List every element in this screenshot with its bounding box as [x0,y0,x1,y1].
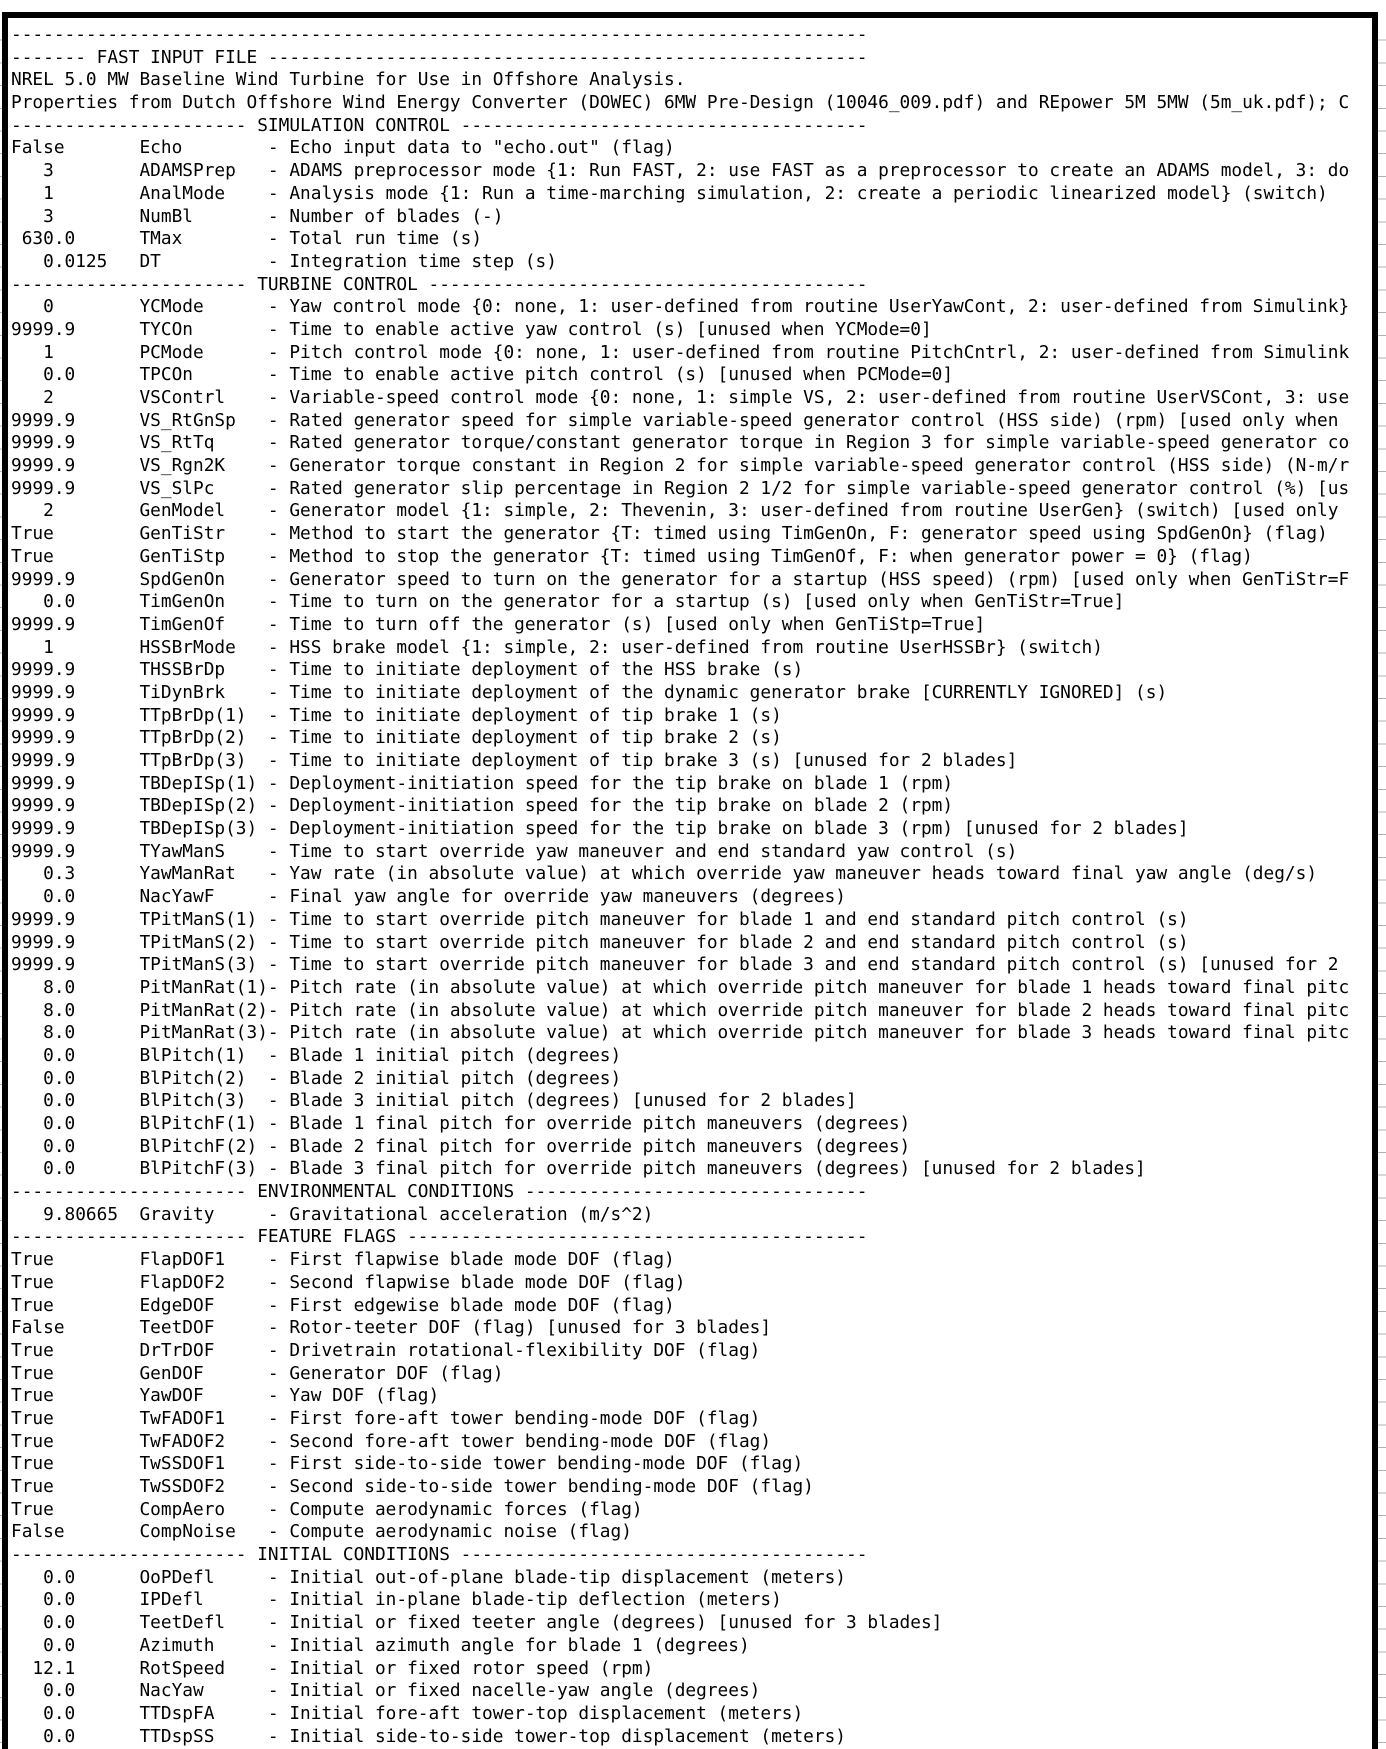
param-vs-slpc: 9999.9 VS_SlPc - Rated generator slip percentage in Region 2 1/2 for simple variable-speed generator control (%) [us [11,477,1350,499]
param-hssbrmode: 1 HSSBrMode - HSS brake model {1: simple, 2: user-defined from routine UserHSSBr} (switch) [11,636,1103,658]
param-compaero: True CompAero - Compute aerodynamic forces (flag) [11,1498,643,1520]
param-spdgenon: 9999.9 SpdGenOn - Generator speed to turn on the generator for a startup (HSS speed) (rpm) [used only when GenTiStr=F [11,568,1350,590]
param-tmax: 630.0 TMax - Total run time (s) [11,228,483,250]
param-twssdof2: True TwSSDOF2 - Second side-to-side tower bending-mode DOF (flag) [11,1476,814,1497]
param-vs-rgn2k: 9999.9 VS_Rgn2K - Generator torque constant in Region 2 for simple variable-speed generator control (HSS side) (N-m/r [11,455,1350,477]
param-nacyawf: 0.0 NacYawF - Final yaw angle for override yaw maneuvers (degrees) [11,886,847,908]
section-header-environmental-conditions: ---------------------- ENVIRONMENTAL CONDITIONS -------------------------------- [11,1181,868,1203]
section-header-initial-conditions: ---------------------- INITIAL CONDITIONS -------------------------------------- [11,1544,868,1566]
param-echo: False Echo - Echo input data to "echo.out" (flag) [11,137,675,159]
param-nacyaw: 0.0 NacYaw - Initial or fixed nacelle-yaw angle (degrees) [11,1680,761,1702]
param-rotspeed: 12.1 RotSpeed - Initial or fixed rotor speed (rpm) [11,1657,654,1679]
param-ttpbrdp-2: 9999.9 TTpBrDp(2) - Time to initiate deployment of tip brake 2 (s) [11,727,782,749]
param-ttpbrdp-1: 9999.9 TTpBrDp(1) - Time to initiate deployment of tip brake 1 (s) [11,704,782,726]
param-azimuth: 0.0 Azimuth - Initial azimuth angle for blade 1 (degrees) [11,1634,750,1656]
separator-line: -------------------------------------------------------------------------------- [11,24,868,45]
param-tbdepisp-1: 9999.9 TBDepISp(1) - Deployment-initiation speed for the tip brake on blade 1 (rpm) [11,772,954,794]
param-vscontrl: 2 VSContrl - Variable-speed control mode {0: none, 1: simple VS, 2: user-defined from routine UserVSCont, 3: use [11,387,1350,408]
param-gravity: 9.80665 Gravity - Gravitational acceleration (m/s^2) [11,1203,654,1225]
section-header-turbine-control: ---------------------- TURBINE CONTROL ----------------------------------------- [11,273,868,295]
fast-input-file-page [2,12,1378,1749]
param-tyawmans: 9999.9 TYawManS - Time to start override yaw maneuver and end standard yaw control (s) [11,840,1018,862]
param-ttdspss: 0.0 TTDspSS - Initial side-to-side tower-top displacement (meters) [11,1725,847,1747]
param-flapdof1: True FlapDOF1 - First flapwise blade mode DOF (flag) [11,1249,675,1271]
param-tpcon: 0.0 TPCOn - Time to enable active pitch control (s) [unused when PCMode=0] [11,364,954,386]
param-yawdof: True YawDOF - Yaw DOF (flag) [11,1385,440,1407]
right-row-gridline-ticks [1378,18,1386,1749]
param-numbl: 3 NumBl - Number of blades (-) [11,205,504,227]
param-dt: 0.0125 DT - Integration time step (s) [11,250,557,272]
comment-line: Properties from Dutch Offshore Wind Energy Converter (DOWEC) 6MW Pre-Design (10046_009.pdf) and REpower 5M 5MW (5m_uk.pdf); C [11,92,1350,114]
param-twfadof1: True TwFADOF1 - First fore-aft tower bending-mode DOF (flag) [11,1407,761,1429]
param-oopdefl: 0.0 OoPDefl - Initial out-of-plane blade-tip displacement (meters) [11,1566,847,1588]
param-blpitch-2: 0.0 BlPitch(2) - Blade 2 initial pitch (degrees) [11,1067,622,1089]
param-gentistr: True GenTiStr - Method to start the generator {T: timed using TimGenOn, F: generator speed using SpdGenOn} (flag) [11,523,1328,545]
param-timgenof: 9999.9 TimGenOf - Time to turn off the generator (s) [used only when GenTiStp=True] [11,613,986,635]
param-analmode: 1 AnalMode - Analysis mode {1: Run a time-marching simulation, 2: create a periodic linearized model} (switch) [11,182,1328,204]
param-teetdefl: 0.0 TeetDefl - Initial or fixed teeter angle (degrees) [unused for 3 blades] [11,1612,943,1634]
param-edgedof: True EdgeDOF - First edgewise blade mode DOF (flag) [11,1294,675,1316]
param-yawmanrat: 0.3 YawManRat - Yaw rate (in absolute value) at which override yaw maneuver heads toward final yaw angle (deg/s) [11,863,1318,885]
param-tidynbrk: 9999.9 TiDynBrk - Time to initiate deployment of the dynamic generator brake [CURRENTLY IGNORED] (s) [11,681,1168,703]
param-genmodel: 2 GenModel - Generator model {1: simple, 2: Thevenin, 3: user-defined from routine UserGen} (switch) [used only [11,500,1339,522]
param-blpitchf-3: 0.0 BlPitchF(3) - Blade 3 final pitch for override pitch maneuvers (degrees) [unused for 2 blades] [11,1158,1146,1180]
param-ycmode: 0 YCMode - Yaw control mode {0: none, 1: user-defined from routine UserYawCont, 2: user-defined from Simulink} [11,296,1350,318]
param-pitmanrat-1: 8.0 PitManRat(1)- Pitch rate (in absolute value) at which override pitch maneuver for blade 1 heads toward final pitc [11,976,1350,998]
param-tycon: 9999.9 TYCOn - Time to enable active yaw control (s) [unused when YCMode=0] [11,318,932,340]
param-vs-rttq: 9999.9 VS_RtTq - Rated generator torque/constant generator torque in Region 3 for simple variable-speed generator co [11,432,1350,454]
section-header-simulation-control: ---------------------- SIMULATION CONTROL -------------------------------------- [11,114,868,136]
param-twfadof2: True TwFADOF2 - Second fore-aft tower bending-mode DOF (flag) [11,1430,772,1452]
file-content [8,18,1372,1749]
param-compnoise: False CompNoise - Compute aerodynamic noise (flag) [11,1521,632,1543]
param-tpitmans-1: 9999.9 TPitManS(1) - Time to start override pitch maneuver for blade 1 and end standard pitch control (s) [11,908,1189,930]
param-timgenon: 0.0 TimGenOn - Time to turn on the generator for a startup (s) [used only when GenTiStr=True] [11,591,1125,613]
param-thssbrdp: 9999.9 THSSBrDp - Time to initiate deployment of the HSS brake (s) [11,659,804,681]
comment-line: NREL 5.0 MW Baseline Wind Turbine for Use in Offshore Analysis. [11,69,686,91]
param-tpitmans-2: 9999.9 TPitManS(2) - Time to start override pitch maneuver for blade 2 and end standard pitch control (s) [11,931,1189,953]
param-twssdof1: True TwSSDOF1 - First side-to-side tower bending-mode DOF (flag) [11,1453,804,1475]
param-blpitch-3: 0.0 BlPitch(3) - Blade 3 initial pitch (degrees) [unused for 2 blades] [11,1090,857,1112]
param-pitmanrat-2: 8.0 PitManRat(2)- Pitch rate (in absolute value) at which override pitch maneuver for blade 2 heads toward final pitc [11,999,1350,1021]
param-ipdefl: 0.0 IPDefl - Initial in-plane blade-tip deflection (meters) [11,1589,782,1611]
param-drtrdof: True DrTrDOF - Drivetrain rotational-flexibility DOF (flag) [11,1339,761,1361]
param-flapdof2: True FlapDOF2 - Second flapwise blade mode DOF (flag) [11,1271,686,1293]
param-gendof: True GenDOF - Generator DOF (flag) [11,1362,504,1384]
param-ttdspfa: 0.0 TTDspFA - Initial fore-aft tower-top displacement (meters) [11,1702,804,1724]
param-gentistp: True GenTiStp - Method to stop the generator {T: timed using TimGenOf, F: when generator power = 0} (flag) [11,545,1253,567]
param-tpitmans-3: 9999.9 TPitManS(3) - Time to start override pitch maneuver for blade 3 and end standard pitch control (s) [unused for 2 [11,954,1339,976]
param-pitmanrat-3: 8.0 PitManRat(3)- Pitch rate (in absolute value) at which override pitch maneuver for blade 3 heads toward final pitc [11,1022,1350,1044]
param-pcmode: 1 PCMode - Pitch control mode {0: none, 1: user-defined from routine PitchCntrl, 2: user-defined from Simulink [11,341,1350,363]
param-ttpbrdp-3: 9999.9 TTpBrDp(3) - Time to initiate deployment of tip brake 3 (s) [unused for 2 blades] [11,750,1018,771]
param-tbdepisp-3: 9999.9 TBDepISp(3) - Deployment-initiation speed for the tip brake on blade 3 (rpm) [unused for 2 blades] [11,818,1189,840]
param-tbdepisp-2: 9999.9 TBDepISp(2) - Deployment-initiation speed for the tip brake on blade 2 (rpm) [11,795,954,817]
param-blpitchf-1: 0.0 BlPitchF(1) - Blade 1 final pitch for override pitch maneuvers (degrees) [11,1113,911,1134]
file-banner: ------- FAST INPUT FILE -------------------------------------------------------- [11,46,868,68]
param-adamsprep: 3 ADAMSPrep - ADAMS preprocessor mode {1: Run FAST, 2: use FAST as a preprocessor to create an ADAMS model, 3: do [11,160,1350,182]
section-header-feature-flags: ---------------------- FEATURE FLAGS ------------------------------------------- [11,1226,868,1248]
param-blpitchf-2: 0.0 BlPitchF(2) - Blade 2 final pitch for override pitch maneuvers (degrees) [11,1135,911,1157]
param-vs-rtgnsp: 9999.9 VS_RtGnSp - Rated generator speed for simple variable-speed generator control (HSS side) (rpm) [used only when [11,409,1339,431]
param-blpitch-1: 0.0 BlPitch(1) - Blade 1 initial pitch (degrees) [11,1044,622,1066]
param-teetdof: False TeetDOF - Rotor-teeter DOF (flag) [unused for 3 blades] [11,1317,772,1339]
